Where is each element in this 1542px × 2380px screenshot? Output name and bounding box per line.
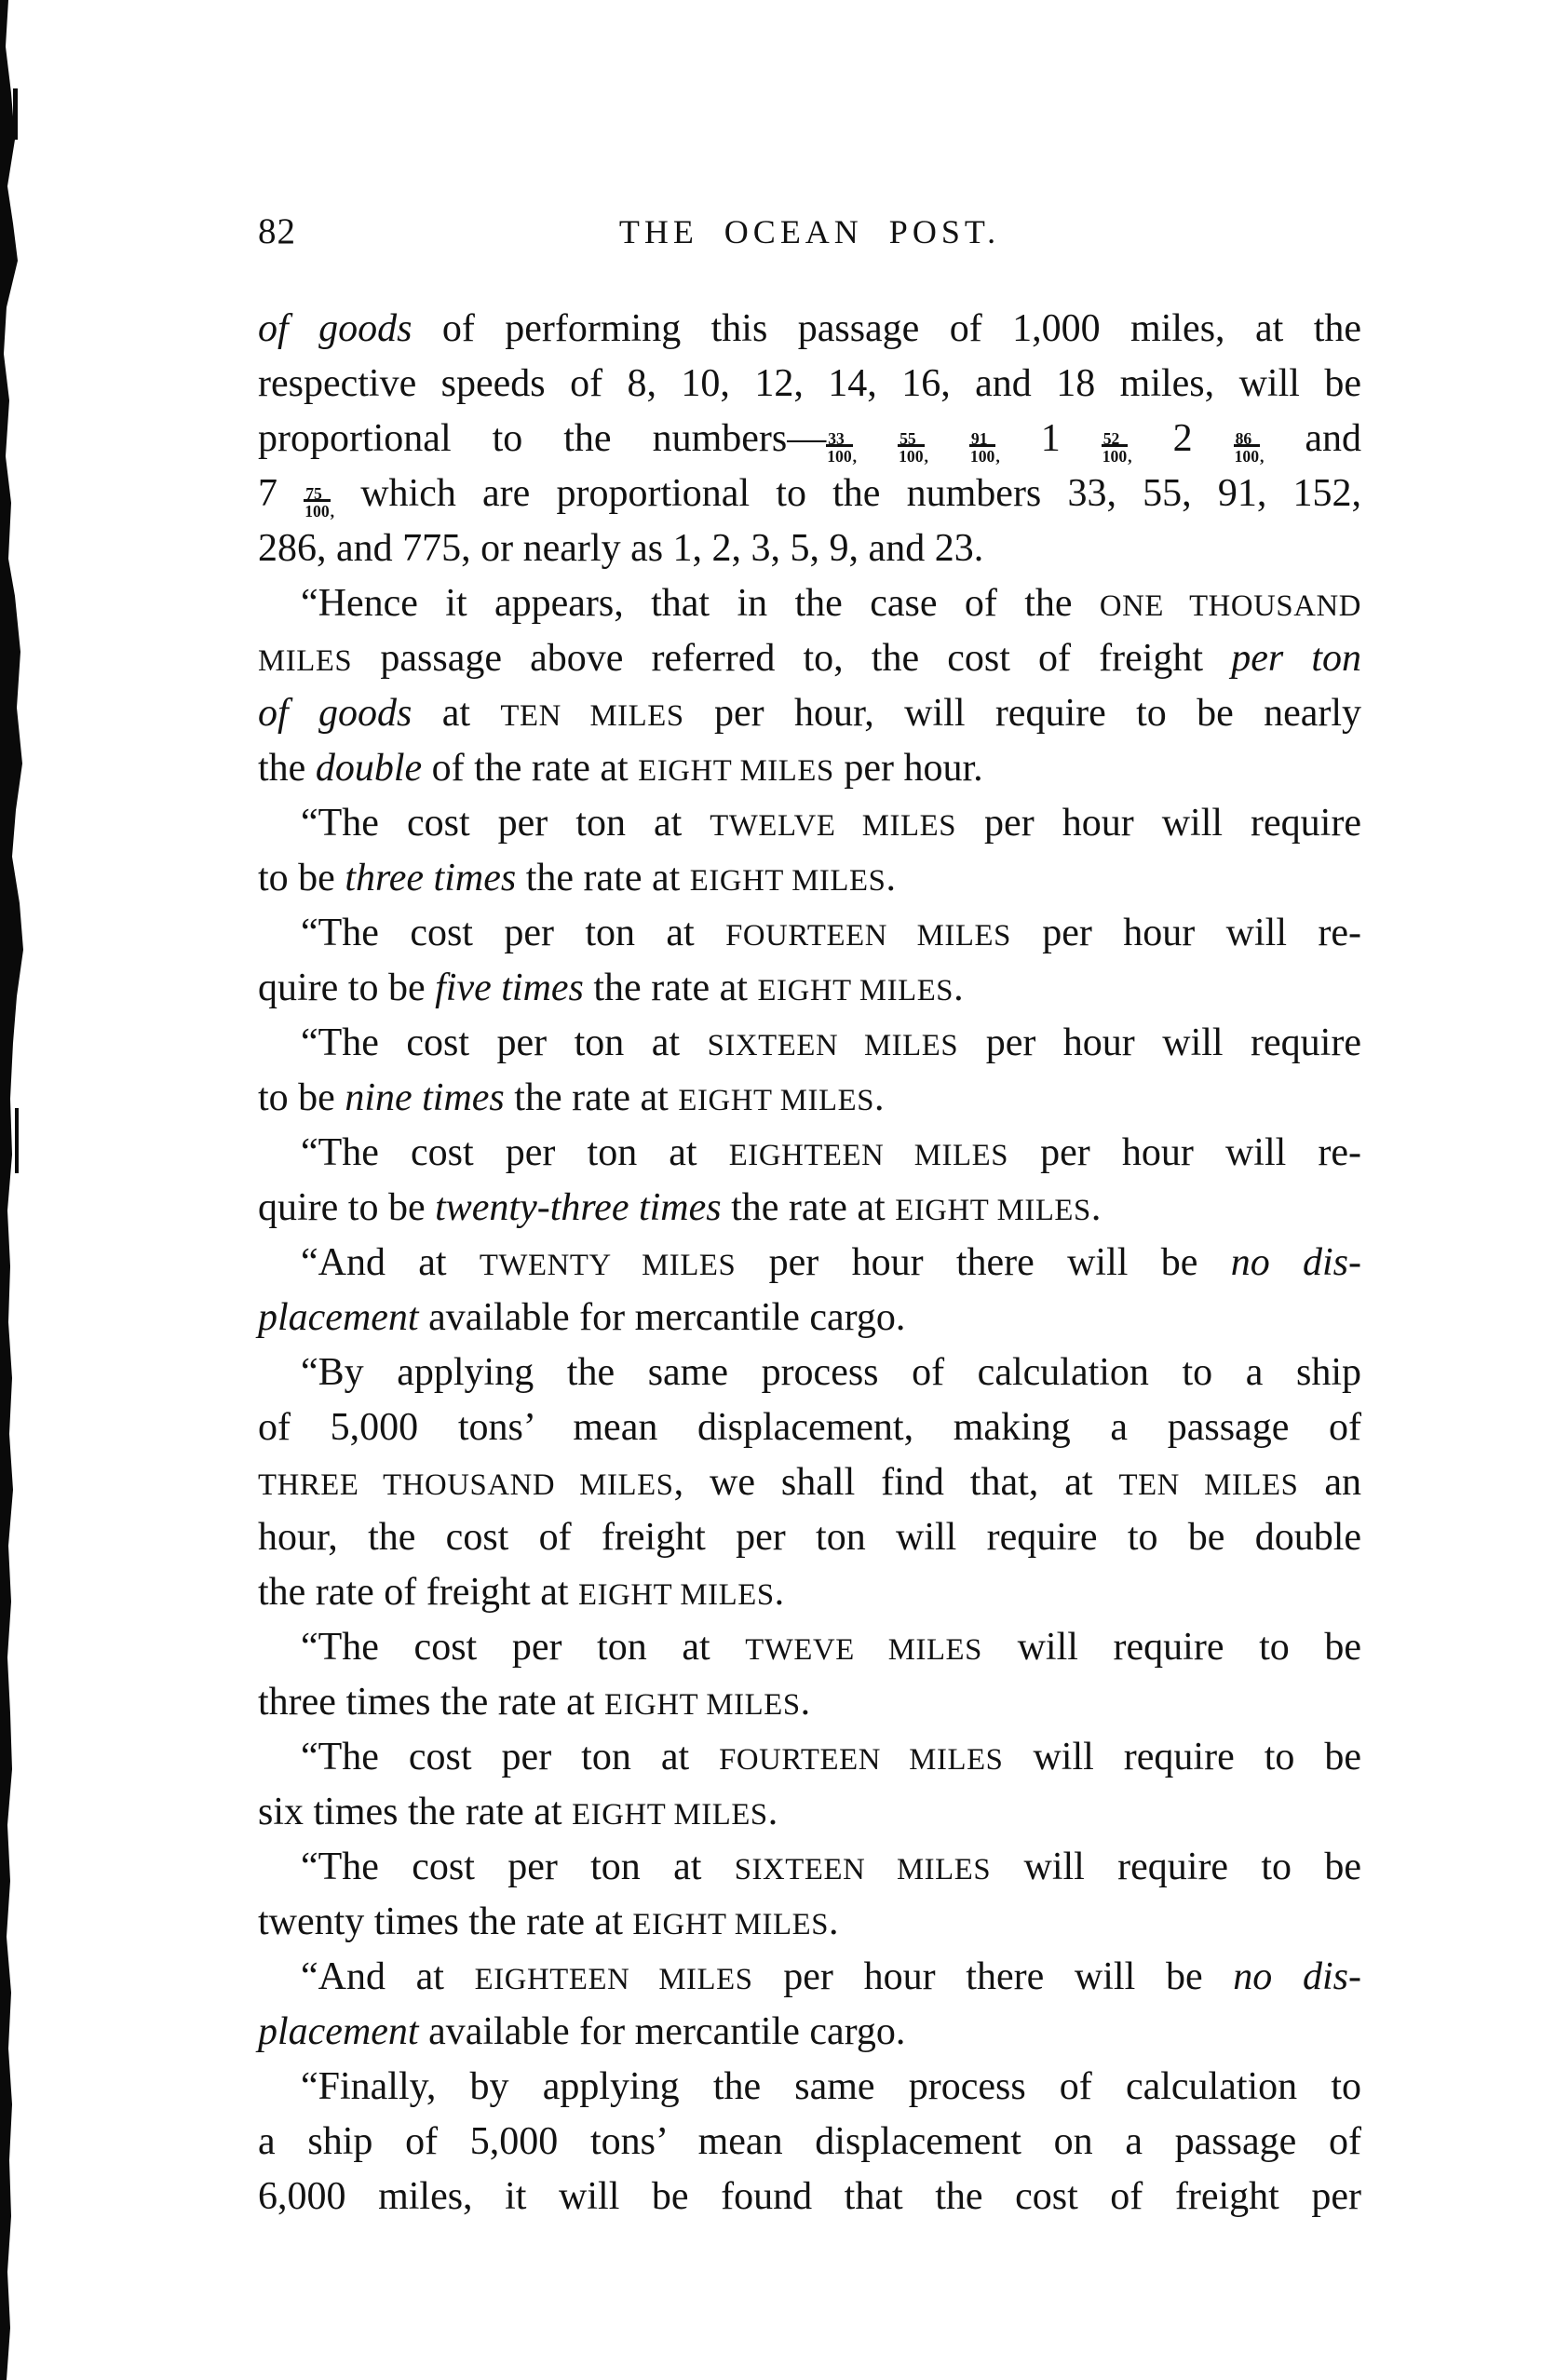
body-text: passage above referred to, the cost of freight bbox=[352, 637, 1232, 680]
small-caps-text: TWELVE MILES bbox=[710, 809, 957, 843]
stacked-fraction: 91 100, bbox=[969, 428, 1000, 466]
text-line bbox=[258, 1071, 1361, 1126]
text-line bbox=[258, 467, 1361, 521]
text-line bbox=[258, 1730, 1361, 1785]
italic-text: of goods bbox=[258, 692, 413, 735]
paragraph bbox=[258, 576, 1361, 796]
body-text: “The cost per ton at bbox=[301, 1846, 735, 1888]
text-line bbox=[258, 1950, 1361, 2005]
small-caps-text: EIGHT MILES bbox=[632, 1908, 830, 1941]
italic-text: three times bbox=[345, 857, 517, 899]
body-text: 2 bbox=[1131, 417, 1234, 460]
page-number: 82 bbox=[258, 211, 296, 251]
text-line bbox=[258, 1895, 1361, 1950]
body-text: . bbox=[800, 1681, 811, 1724]
body-text: of 5,000 tons’ mean displacement, making a passage of bbox=[258, 1406, 1361, 1449]
small-caps-text: EIGHT MILES bbox=[572, 1798, 768, 1832]
stacked-fraction: 33 100, bbox=[827, 428, 858, 466]
small-caps-text: EIGHT MILES bbox=[678, 1084, 875, 1117]
body-text: “And at bbox=[301, 1241, 480, 1284]
body-text: 1 bbox=[999, 417, 1102, 460]
body-text: 286, and 775, or nearly as 1, 2, 3, 5, 9, and 23. bbox=[258, 527, 984, 570]
small-caps-text: ONE THOUSAND bbox=[1099, 589, 1361, 623]
text-line bbox=[258, 302, 1361, 357]
body-text: per hour will re- bbox=[1008, 1131, 1361, 1174]
small-caps-text: FOURTEEN MILES bbox=[719, 1743, 1004, 1777]
small-caps-text: EIGHT MILES bbox=[638, 754, 834, 788]
text-line bbox=[258, 357, 1361, 412]
body-text: the rate at bbox=[583, 967, 758, 1009]
binding-edge-artifact bbox=[0, 0, 37, 2380]
body-text: “Hence it appears, that in the case of the bbox=[301, 582, 1100, 625]
body-text: “The cost per ton at bbox=[301, 1021, 708, 1064]
body-text: per hour there will be bbox=[752, 1955, 1234, 1998]
body-text: and bbox=[1264, 417, 1362, 460]
stacked-fraction: 55 100, bbox=[899, 428, 928, 466]
body-text: at bbox=[412, 692, 501, 735]
body-text: . bbox=[1090, 1186, 1102, 1229]
running-title: THE OCEAN POST. bbox=[618, 213, 1001, 250]
paragraph bbox=[258, 796, 1361, 906]
text-line bbox=[258, 1181, 1361, 1236]
body-text bbox=[928, 417, 969, 460]
body-text: will require to be bbox=[981, 1626, 1361, 1669]
small-caps-text: EIGHT MILES bbox=[757, 974, 954, 1007]
paragraph bbox=[258, 1840, 1361, 1950]
body-text: will require to be bbox=[991, 1846, 1361, 1888]
paragraph bbox=[258, 1730, 1361, 1840]
text-line bbox=[258, 1565, 1361, 1620]
text-line bbox=[258, 1016, 1361, 1071]
text-line bbox=[258, 1236, 1361, 1291]
body-text: “Finally, by applying the same process of calculation to bbox=[301, 2065, 1361, 2108]
stacked-fraction: 86 100, bbox=[1234, 428, 1265, 466]
text-line bbox=[258, 1510, 1361, 1565]
small-caps-text: FOURTEEN MILES bbox=[725, 919, 1011, 953]
italic-text: per ton bbox=[1231, 637, 1361, 680]
body-text: per hour will re- bbox=[1010, 912, 1361, 954]
paragraph bbox=[258, 1126, 1361, 1236]
text-line bbox=[258, 1840, 1361, 1895]
body-text: the rate at bbox=[721, 1186, 896, 1229]
body-text: per hour, will require to be nearly bbox=[683, 692, 1362, 735]
small-caps-text: SIXTEEN MILES bbox=[707, 1029, 959, 1062]
body-text: “The cost per ton at bbox=[301, 1736, 720, 1778]
body-text bbox=[857, 417, 898, 460]
text-line bbox=[258, 1400, 1361, 1455]
body-text: per hour. bbox=[833, 747, 983, 790]
paragraph bbox=[258, 906, 1361, 1016]
body-text: the rate at bbox=[516, 857, 690, 899]
body-text: to be bbox=[258, 857, 345, 899]
text-line bbox=[258, 1620, 1361, 1675]
text-line bbox=[258, 576, 1361, 631]
small-caps-text: EIGHTEEN MILES bbox=[728, 1139, 1009, 1172]
small-caps-text: MILES bbox=[258, 644, 353, 678]
text-line bbox=[258, 1346, 1361, 1400]
paragraph bbox=[258, 1016, 1361, 1126]
body-text: a ship of 5,000 tons’ mean displacement on a passage of bbox=[258, 2120, 1361, 2163]
body-text: 6,000 miles, it will be found that the cost of freight per bbox=[258, 2175, 1361, 2218]
paragraph bbox=[258, 1950, 1361, 2060]
italic-text: placement bbox=[258, 1296, 419, 1339]
small-caps-text: EIGHT MILES bbox=[895, 1194, 1091, 1227]
italic-text: of goods bbox=[258, 307, 413, 350]
body-text: “The cost per ton at bbox=[301, 1626, 746, 1669]
body-text: available for mercantile cargo. bbox=[418, 2010, 906, 2053]
text-line bbox=[258, 1785, 1361, 1840]
body-text: “The cost per ton at bbox=[301, 802, 710, 845]
body-text: per hour will require bbox=[956, 802, 1361, 845]
text-line bbox=[258, 2060, 1361, 2115]
small-caps-text: SIXTEEN MILES bbox=[734, 1853, 992, 1886]
paragraph bbox=[258, 1346, 1361, 1620]
small-caps-text: EIGHT MILES bbox=[604, 1688, 801, 1722]
text-body bbox=[258, 302, 1361, 2224]
paragraph bbox=[258, 1236, 1361, 1346]
stacked-fraction: 52 100, bbox=[1102, 428, 1132, 466]
body-text: proportional to the numbers— bbox=[258, 417, 827, 460]
paragraph bbox=[258, 2060, 1361, 2224]
body-text: twenty times the rate at bbox=[258, 1900, 633, 1943]
paragraph bbox=[258, 302, 1361, 576]
italic-text: nine times bbox=[345, 1076, 505, 1119]
text-line bbox=[258, 1291, 1361, 1346]
text-line bbox=[258, 1126, 1361, 1181]
body-text: to be bbox=[258, 1076, 345, 1119]
paragraph bbox=[258, 1620, 1361, 1730]
stacked-fraction: 75 100, bbox=[304, 483, 335, 521]
text-line bbox=[258, 412, 1361, 467]
body-text: respective speeds of 8, 10, 12, 14, 16, and 18 miles, will be bbox=[258, 362, 1361, 405]
small-caps-text: THREE THOUSAND MILES bbox=[258, 1468, 674, 1502]
body-text: of the rate at bbox=[422, 747, 639, 790]
body-text: three times the rate at bbox=[258, 1681, 604, 1724]
italic-text: twenty-three times bbox=[435, 1186, 722, 1229]
text-line bbox=[258, 631, 1361, 686]
body-text: six times the rate at bbox=[258, 1791, 573, 1833]
body-text: of performing this passage of 1,000 miles, at the bbox=[412, 307, 1362, 350]
text-line bbox=[258, 2170, 1361, 2224]
body-text: available for mercantile cargo. bbox=[418, 1296, 906, 1339]
text-line bbox=[258, 2005, 1361, 2060]
body-text: per hour will require bbox=[958, 1021, 1361, 1064]
text-line bbox=[258, 1675, 1361, 1730]
small-caps-text: TWENTY MILES bbox=[479, 1249, 737, 1282]
text-line bbox=[258, 796, 1361, 851]
body-text: . bbox=[774, 1571, 785, 1614]
small-caps-text: TWEVE MILES bbox=[745, 1633, 982, 1667]
body-text: which are proportional to the numbers 33, 55, 91, 152, bbox=[334, 472, 1362, 515]
body-text: “The cost per ton at bbox=[301, 912, 726, 954]
body-text: . bbox=[767, 1791, 778, 1833]
body-text: . bbox=[886, 857, 896, 899]
italic-text: placement bbox=[258, 2010, 419, 2053]
italic-text: double bbox=[315, 747, 423, 790]
text-line bbox=[258, 906, 1361, 961]
small-caps-text: EIGHT MILES bbox=[689, 864, 886, 898]
body-text: . bbox=[829, 1900, 839, 1943]
body-text: quire to be bbox=[258, 967, 436, 1009]
body-text: will require to be bbox=[1003, 1736, 1361, 1778]
small-caps-text: TEN MILES bbox=[500, 699, 684, 733]
page-header bbox=[258, 210, 1361, 263]
body-text: per hour there will be bbox=[736, 1241, 1231, 1284]
italic-text: five times bbox=[435, 967, 584, 1009]
body-text: . bbox=[954, 967, 964, 1009]
italic-text: no dis- bbox=[1230, 1241, 1361, 1284]
text-line bbox=[258, 1455, 1361, 1510]
text-line bbox=[258, 686, 1361, 741]
body-text: “And at bbox=[301, 1955, 475, 1998]
body-text: “By applying the same process of calculation to a ship bbox=[301, 1351, 1361, 1394]
body-text: , we shall find that, at bbox=[673, 1461, 1119, 1504]
body-text: quire to be bbox=[258, 1186, 436, 1229]
text-line bbox=[258, 521, 1361, 576]
small-caps-text: EIGHTEEN MILES bbox=[474, 1963, 753, 1996]
body-text: 7 bbox=[258, 472, 304, 515]
body-text: hour, the cost of freight per ton will require to be double bbox=[258, 1516, 1361, 1559]
body-text: the bbox=[258, 747, 316, 790]
body-text: the rate at bbox=[504, 1076, 679, 1119]
small-caps-text: TEN MILES bbox=[1118, 1468, 1299, 1502]
text-line bbox=[258, 2115, 1361, 2170]
body-text: the rate of freight at bbox=[258, 1571, 578, 1614]
body-text: an bbox=[1298, 1461, 1362, 1504]
body-text: “The cost per ton at bbox=[301, 1131, 729, 1174]
text-line bbox=[258, 961, 1361, 1016]
text-line bbox=[258, 851, 1361, 906]
small-caps-text: EIGHT MILES bbox=[578, 1578, 775, 1612]
body-text: . bbox=[874, 1076, 885, 1119]
italic-text: no dis- bbox=[1233, 1955, 1361, 1998]
text-line bbox=[258, 741, 1361, 796]
